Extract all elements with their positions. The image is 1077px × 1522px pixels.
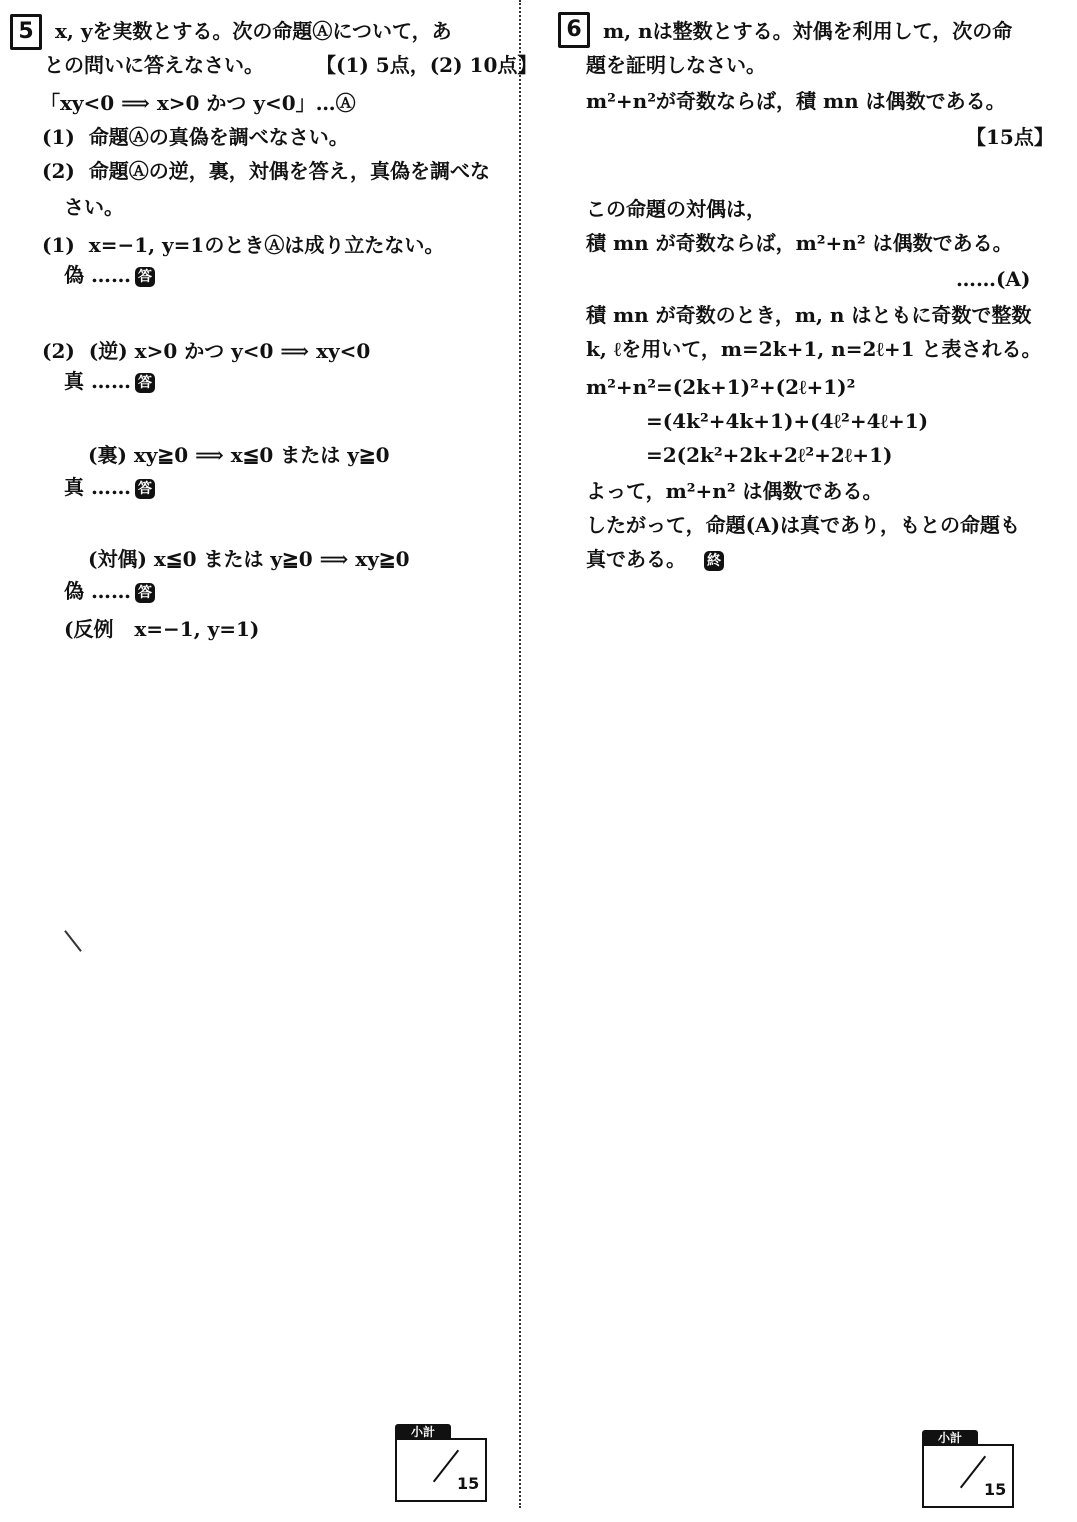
problem-6-equation-1: m²+n²=(2k+1)²+(2ℓ+1)² <box>586 375 856 399</box>
problem-6-proof-line-4: k, ℓを用いて，m=2k+1, n=2ℓ+1 と表される。 <box>586 337 1042 361</box>
problem-6-statement-line-1: m, nは整数とする。対偶を利用して，次の命 <box>596 19 1013 43</box>
problem-5-statement-line-2: との問いに答えなさい。 <box>44 53 264 77</box>
problem-6-proof-line-3: 積 mn が奇数のとき，m, n はともに奇数で整数 <box>586 303 1032 327</box>
problem-6-equation-2: =(4k²+4k+1)+(4ℓ²+4ℓ+1) <box>646 409 929 433</box>
problem-5-answer-contrapositive <box>64 578 155 604</box>
problem-6-number: 6 <box>558 12 590 48</box>
answer-badge-icon: 答 <box>135 373 155 393</box>
problem-5-points: 【(1) 5点，(2) 10点】 <box>316 53 538 77</box>
problem-6-proposition: m²+n²が奇数ならば，積 mn は偶数である。 <box>586 89 1006 113</box>
end-badge-icon: 終 <box>704 551 724 571</box>
problem-5-answer-1-reason: (1) x=−1, y=1のときⒶは成り立たない。 <box>42 233 445 257</box>
problem-5-number: 5 <box>10 14 42 50</box>
answer-inverse-text: 真 …… <box>64 475 131 499</box>
problem-6-proof-line-1: この命題の対偶は， <box>586 197 766 221</box>
problem-6-proof-line-7 <box>586 546 724 572</box>
subtotal-max: 15 <box>984 1480 1007 1499</box>
problem-6-proof-line-6: したがって，命題(A)は真であり，もとの命題も <box>586 513 1021 537</box>
answer-badge-icon: 答 <box>135 267 155 287</box>
problem-5-converse: (2) (逆) x>0 かつ y<0 ⟹ xy<0 <box>42 339 371 363</box>
problem-5-counterexample: (反例 x=−1, y=1) <box>64 617 260 641</box>
problem-5-column <box>0 0 538 1522</box>
problem-6-statement-line-2: 題を証明しなさい。 <box>586 53 766 77</box>
answer-converse-text: 真 …… <box>64 369 131 393</box>
answer-badge-icon: 答 <box>135 479 155 499</box>
subtotal-max: 15 <box>457 1474 480 1493</box>
problem-5-inverse: (裏) xy≧0 ⟹ x≦0 または y≧0 <box>88 443 390 467</box>
problem-6-equation-3: =2(2k²+2k+2ℓ²+2ℓ+1) <box>646 443 893 467</box>
proof-conclusion-text: 真である。 <box>586 547 686 571</box>
problem-5-statement-line-1: x, yを実数とする。次の命題Ⓐについて，あ <box>48 19 452 43</box>
subtotal-label: 小計 <box>395 1424 451 1440</box>
problem-5-answer-inverse <box>64 474 155 500</box>
subtotal-label: 小計 <box>922 1430 978 1446</box>
problem-5-question-2: (2) 命題Ⓐの逆，裏，対偶を答え，真偽を調べな <box>42 159 490 183</box>
problem-6-points: 【15点】 <box>966 125 1054 149</box>
answer-contrapositive-text: 偽 …… <box>64 579 131 603</box>
problem-5-contrapositive: (対偶) x≦0 または y≧0 ⟹ xy≧0 <box>88 547 410 571</box>
problem-6-column <box>522 0 1077 1522</box>
problem-5-question-2-cont: さい。 <box>64 195 124 219</box>
answer-badge-icon: 答 <box>135 583 155 603</box>
problem-5-question-1: (1) 命題Ⓐの真偽を調べなさい。 <box>42 125 349 149</box>
problem-6-label-A: ……(A) <box>956 267 1031 291</box>
problem-5-proposition: 「xy<0 ⟹ x>0 かつ y<0」…Ⓐ <box>40 91 356 115</box>
problem-5-answer-converse <box>64 368 155 394</box>
stray-pen-mark <box>64 930 82 952</box>
problem-6-proof-line-5: よって，m²+n² は偶数である。 <box>586 479 883 503</box>
problem-5-answer-1 <box>64 262 155 288</box>
problem-6-proof-line-2: 積 mn が奇数ならば，m²+n² は偶数である。 <box>586 231 1013 255</box>
answer-1-text: 偽 …… <box>64 263 131 287</box>
